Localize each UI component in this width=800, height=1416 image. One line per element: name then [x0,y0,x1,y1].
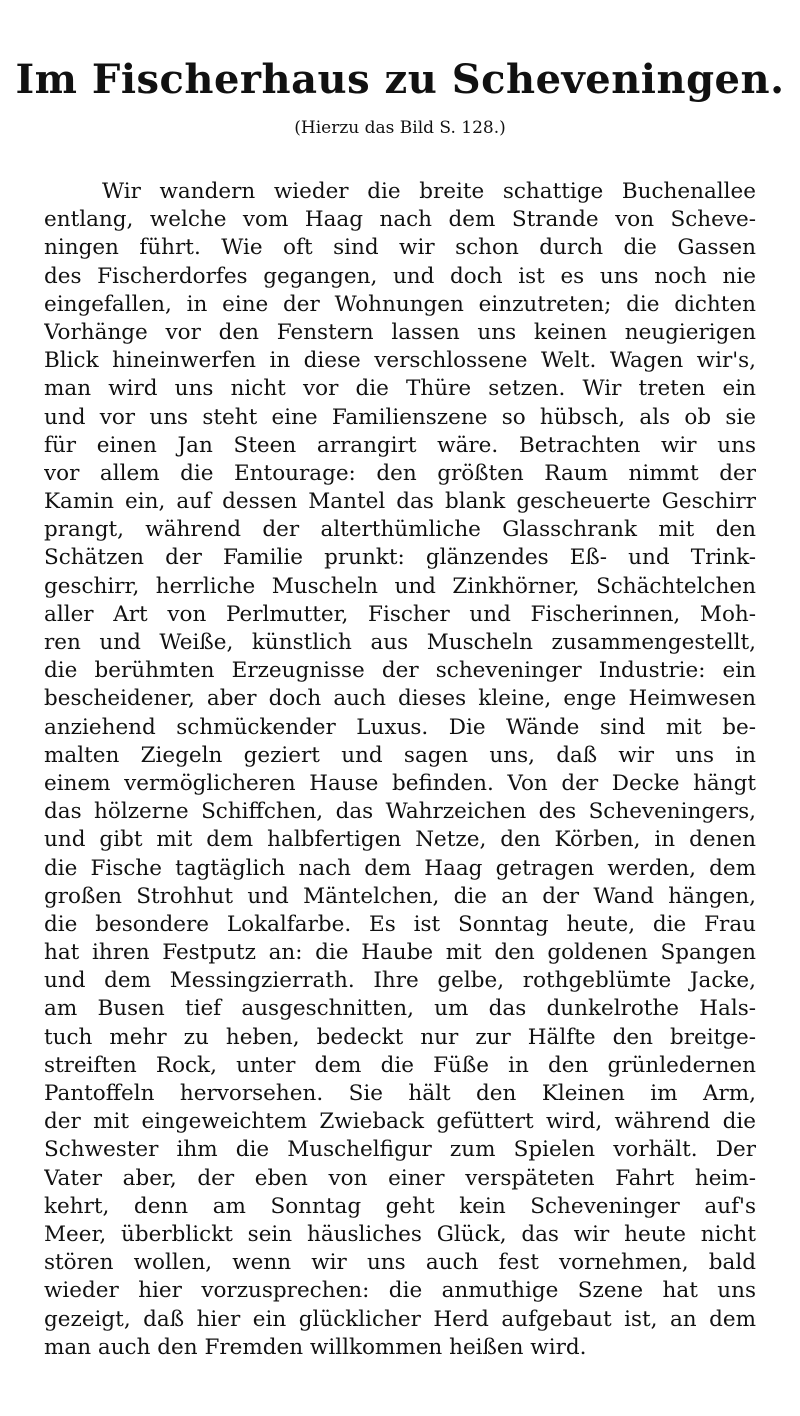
text-line: eingefallen, in eine der Wohnungen einzutreten; die dichten [44,291,756,317]
text-line: am Busen tief ausgeschnitten, um das dunkelrothe Hals- [44,996,756,1022]
text-line: entlang, welche vom Haag nach dem Strande von Scheve- [44,207,756,233]
text-line: bescheidener, aber doch auch dieses kleine, enge Heimwesen [44,686,756,712]
text-line: für einen Jan Steen arrangirt wäre. Betrachten wir uns [44,432,756,458]
text-line: Schätzen der Familie prunkt: glänzendes Eß- und Trink- [44,545,756,571]
text-line: und gibt mit dem halbfertigen Netze, den Körben, in denen [44,827,756,853]
text-line: vor allem die Entourage: den größten Raum nimmt der [44,460,756,486]
text-line: streiften Rock, unter dem die Füße in den grünledernen [44,1052,756,1078]
text-line: Kamin ein, auf dessen Mantel das blank gescheuerte Geschirr [44,489,756,515]
text-line: und dem Messingzierrath. Ihre gelbe, rothgeblümte Jacke, [44,968,756,994]
text-line: großen Strohhut und Mäntelchen, die an der Wand hängen, [44,883,756,909]
text-line: kehrt, denn am Sonntag geht kein Scheveninger auf's [44,1193,756,1219]
text-line: prangt, während der alterthümliche Glasschrank mit den [44,517,756,543]
text-line: gezeigt, daß hier ein glücklicher Herd aufgebaut ist, an dem [44,1306,756,1332]
text-line: Pantoffeln hervorsehen. Sie hält den Kleinen im Arm, [44,1081,756,1106]
text-line: man auch den Fremden willkommen heißen wird. [44,1334,587,1360]
text-line: Blick hineinwerfen in diese verschlossene Welt. Wagen wir's, [44,348,756,374]
text-line: und vor uns steht eine Familienszene so hübsch, als ob sie [44,404,756,430]
article-body [44,178,756,1362]
text-line: Vorhänge vor den Fenstern lassen uns keinen neugierigen [44,319,756,345]
text-line: des Fischerdorfes gegangen, und doch ist es uns noch nie [44,263,756,289]
text-line: das hölzerne Schiffchen, das Wahrzeichen des Scheveningers, [44,799,756,825]
text-line: tuch mehr zu heben, bedeckt nur zur Hälfte den breitge- [44,1024,756,1050]
text-line: Vater aber, der eben von einer verspäteten Fahrt heim- [44,1165,756,1191]
text-line: Schwester ihm die Muschelfigur zum Spielen vorhält. Der [44,1137,756,1163]
text-line: Meer, überblickt sein häusliches Glück, das wir heute nicht [44,1221,756,1247]
text-line: die Fische tagtäglich nach dem Haag getragen werden, dem [44,855,756,881]
text-line: wieder hier vorzusprechen: die anmuthige Szene hat uns [44,1278,756,1304]
text-line: man wird uns nicht vor die Thüre setzen. Wir treten ein [44,376,756,402]
text-line: geschirr, herrliche Muscheln und Zinkhörner, Schächtelchen [44,573,756,599]
text-line: stören wollen, wenn wir uns auch fest vornehmen, bald [44,1250,756,1276]
text-line: hat ihren Festputz an: die Haube mit den goldenen Spangen [44,940,756,966]
text-line: aller Art von Perlmutter, Fischer und Fischerinnen, Moh- [44,601,756,627]
text-line: die besondere Lokalfarbe. Es ist Sonntag heute, die Frau [44,911,756,937]
text-line: ningen führt. Wie oft sind wir schon durch die Gassen [44,235,756,261]
text-line: der mit eingeweichtem Zwieback gefüttert wird, während die [44,1109,756,1135]
text-line: einem vermöglicheren Hause befinden. Von der Decke hängt [44,770,756,796]
text-line: Wir wandern wieder die breite schattige Buchenallee [102,179,756,204]
text-line: malten Ziegeln geziert und sagen uns, daß wir uns in [44,742,756,768]
image-reference-note: (Hierzu das Bild S. 128.) [294,118,506,138]
text-line: anziehend schmückender Luxus. Die Wände sind mit be- [44,714,756,740]
text-line: die berühmten Erzeugnisse der scheveninger Industrie: ein [44,658,756,684]
page-title: Im Fischerhaus zu Scheveningen. [15,56,785,103]
text-line: ren und Weiße, künstlich aus Muscheln zusammengestellt, [44,630,756,655]
